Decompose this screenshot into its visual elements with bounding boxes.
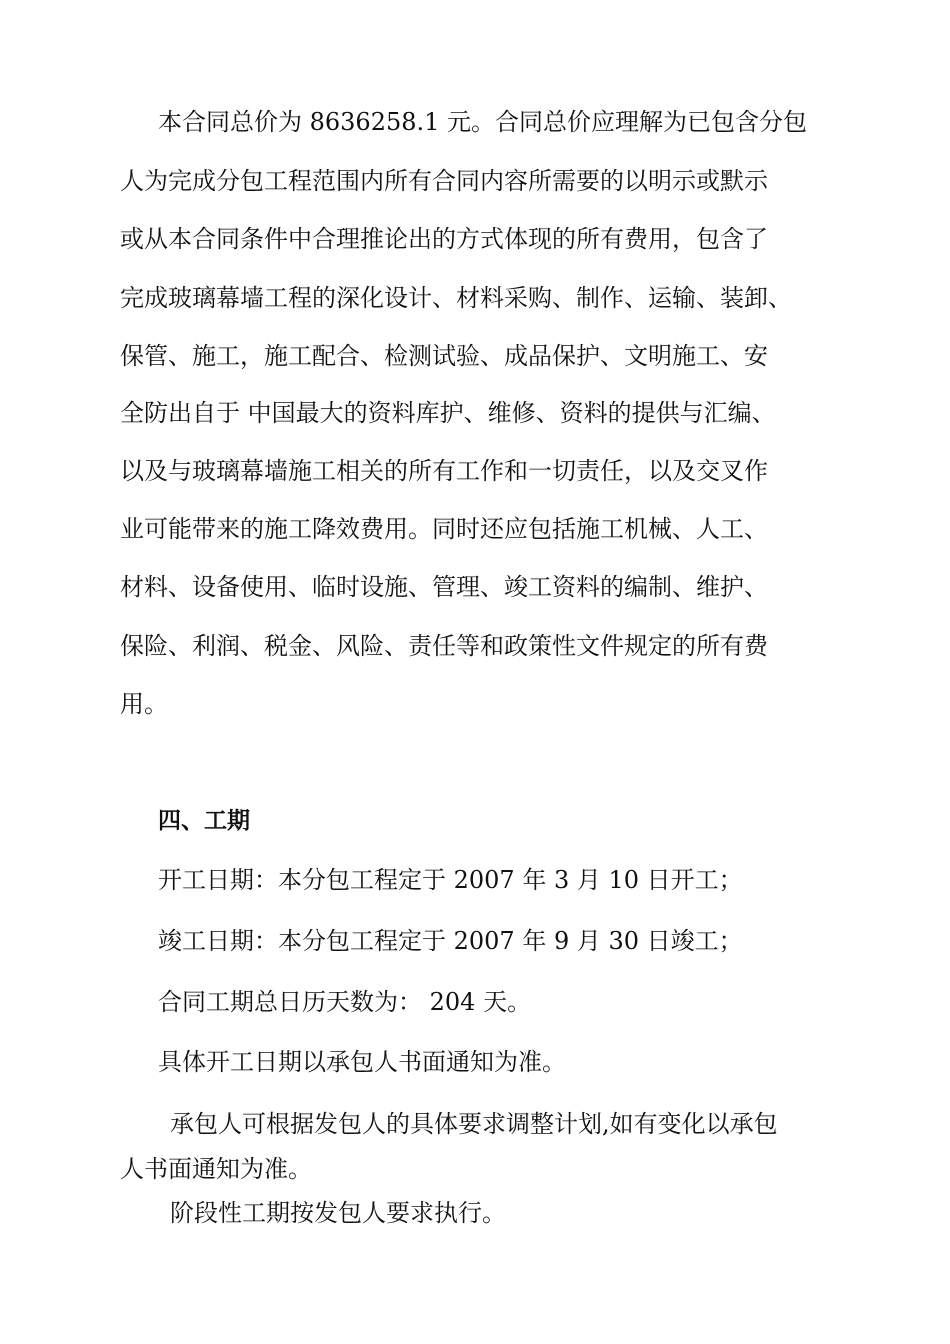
price-paragraph-line: 保管、施工，施工配合、检测试验、成品保护、文明施工、安 bbox=[120, 342, 768, 370]
price-paragraph-line: 保险、利润、税金、风险、责任等和政策性文件规定的所有费 bbox=[120, 632, 768, 660]
price-paragraph-line: 人为完成分包工程范围内所有合同内容所需要的以明示或默示 bbox=[120, 167, 768, 195]
price-paragraph-line: 以及与玻璃幕墙施工相关的所有工作和一切责任，以及交叉作 bbox=[120, 457, 768, 485]
adjustment-line: 承包人可根据发包人的具体要求调整计划,如有变化以承包 bbox=[170, 1110, 778, 1138]
phase-schedule-line: 阶段性工期按发包人要求执行。 bbox=[170, 1199, 506, 1227]
price-paragraph-line: 业可能带来的施工降效费用。同时还应包括施工机械、人工、 bbox=[120, 515, 768, 543]
price-paragraph-line: 本合同总价为 8636258.1 元。合同总价应理解为已包含分包 bbox=[158, 108, 808, 136]
adjustment-line: 人书面通知为准。 bbox=[120, 1155, 312, 1183]
start-notice-line: 具体开工日期以承包人书面通知为准。 bbox=[158, 1048, 566, 1076]
price-paragraph-line: 完成玻璃幕墙工程的深化设计、材料采购、制作、运输、装卸、 bbox=[120, 284, 792, 312]
price-paragraph-line: 用。 bbox=[120, 690, 168, 718]
price-paragraph-line: 或从本合同条件中合理推论出的方式体现的所有费用，包含了 bbox=[120, 225, 768, 253]
completion-date-line: 竣工日期：本分包工程定于 2007 年 9 月 30 日竣工； bbox=[158, 927, 743, 955]
section-heading: 四、工期 bbox=[158, 808, 250, 834]
price-paragraph-line: 材料、设备使用、临时设施、管理、竣工资料的编制、维护、 bbox=[120, 573, 768, 601]
total-duration-line: 合同工期总日历天数为： 204 天。 bbox=[158, 988, 532, 1016]
price-paragraph-line: 全防出自于 中国最大的资料库护、维修、资料的提供与汇编、 bbox=[120, 399, 776, 427]
start-date-line: 开工日期：本分包工程定于 2007 年 3 月 10 日开工； bbox=[158, 866, 743, 894]
